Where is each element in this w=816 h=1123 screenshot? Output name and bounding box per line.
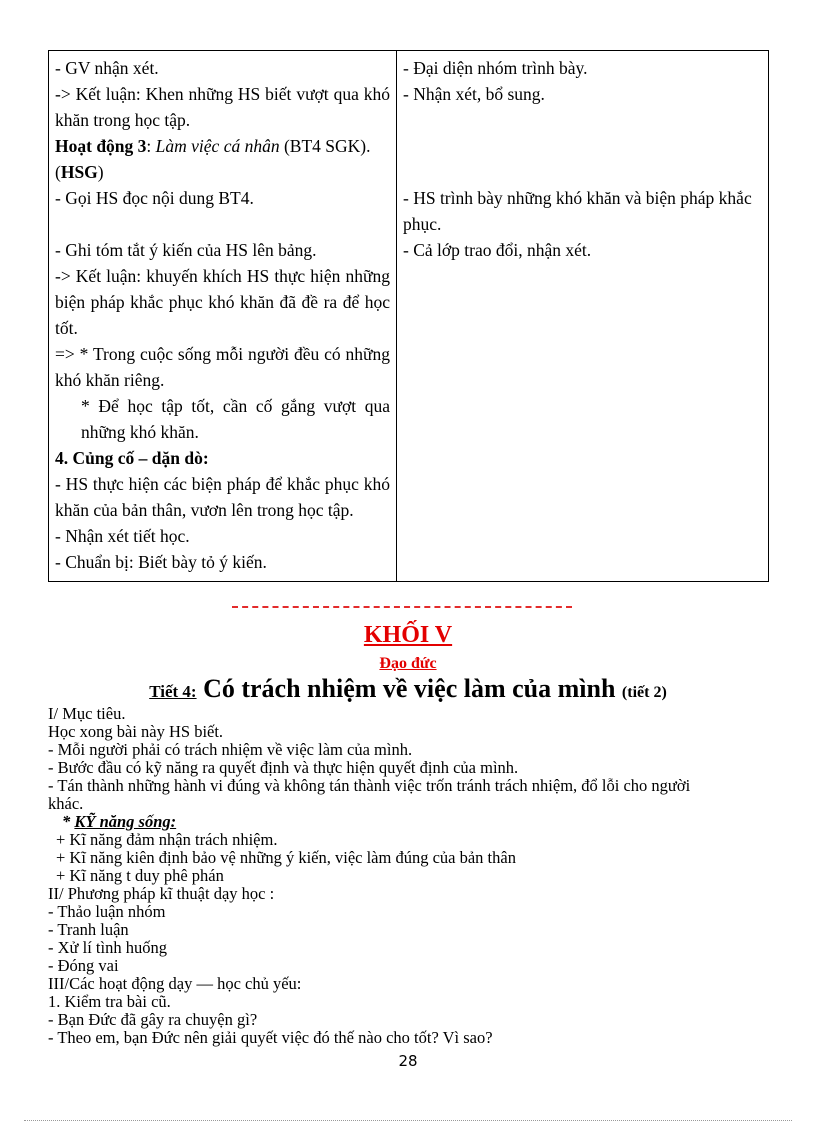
lesson-table: [48, 50, 769, 582]
activity-label: Hoạt động 3: [55, 136, 147, 156]
text-line: - Nhận xét, bổ sung.: [403, 84, 545, 104]
text-line: - Chuẩn bị: Biết bày tỏ ý kiến.: [55, 552, 267, 572]
text-line: III/Các hoạt động dạy — học chủ yếu:: [48, 974, 302, 993]
subject-heading: Đạo đức: [379, 655, 437, 672]
text-line: * Để học tập tốt, cần cố gắng vượt qua những khó khăn.: [81, 396, 390, 442]
heading-text: 4. Củng cố – dặn dò:: [55, 448, 209, 468]
text-line: - Theo em, bạn Đức nên giải quyết việc đó thế nào cho tốt? Vì sao?: [48, 1028, 493, 1047]
activity-name: Làm việc cá nhân: [155, 136, 280, 156]
activity-3-heading: [55, 133, 390, 185]
text-line: - Nhận xét tiết học.: [55, 526, 190, 546]
text-line: II/ Phương pháp kĩ thuật dạy học :: [48, 884, 275, 903]
spacer: [55, 211, 390, 237]
lesson-title-text: Có trách nhiệm về việc làm của mình: [196, 674, 622, 703]
text-line: 1. Kiểm tra bài cũ.: [48, 992, 171, 1011]
text-line: - HS thực hiện các biện pháp để khắc phục khó khăn của bản thân, vươn lên trong học tập.: [55, 474, 390, 520]
life-skills-heading: [48, 813, 773, 831]
section-heading: [55, 445, 390, 471]
page-number: 28: [398, 1052, 418, 1070]
text-line: - Gọi HS đọc nội dung BT4.: [55, 188, 254, 208]
text-fragment: :: [146, 136, 156, 156]
text-line: - Xử lí tình huống: [48, 938, 167, 957]
text-line: - Bạn Đức đã gây ra chuyện gì?: [48, 1010, 258, 1029]
text-line: - Thảo luận nhóm: [48, 902, 166, 921]
table-row: [49, 51, 769, 582]
lesson-title: [0, 674, 816, 704]
text-line: + Kĩ năng đảm nhận trách nhiệm.: [56, 830, 278, 849]
text-fragment: (BT4 SGK). (: [55, 136, 371, 182]
life-skills-label: KỸ năng sống:: [74, 812, 177, 831]
lesson-body: [48, 705, 773, 1047]
page-edge-divider: [24, 1120, 792, 1121]
text-line: - Đại diện nhóm trình bày.: [403, 58, 588, 78]
lesson-label: Tiết 4:: [149, 682, 197, 701]
text-line: - Đóng vai: [48, 956, 119, 975]
lesson-part: (tiết 2): [621, 684, 667, 701]
text-line: - Tranh luận: [48, 920, 129, 939]
hsg-label: HSG: [60, 162, 98, 182]
grade-heading: KHỐI V: [363, 622, 453, 648]
text-line: + Kĩ năng kiên định bảo vệ những ý kiến, việc làm đúng của bản thân: [56, 848, 516, 867]
bullet-star: *: [62, 812, 75, 831]
spacer: [403, 133, 762, 159]
text-line: + Kĩ năng t duy phê phán: [56, 866, 224, 885]
text-line: - HS trình bày những khó khăn và biện pháp khắc phục.: [403, 188, 752, 234]
teacher-activities-cell: [49, 51, 397, 582]
text-line: -> Kết luận: khuyến khích HS thực hiện những biện pháp khắc phục khó khăn đã đề ra để học tốt.: [55, 266, 390, 338]
spacer: [403, 159, 762, 185]
spacer: [403, 107, 762, 133]
text-line: -> Kết luận: Khen những HS biết vượt qua khó khăn trong học tập.: [55, 84, 390, 130]
dashed-divider: [232, 606, 572, 608]
text-line: - GV nhận xét.: [55, 58, 159, 78]
student-activities-cell: [397, 51, 769, 582]
text-line: khác.: [48, 794, 84, 813]
text-line: - Tán thành những hành vi đúng và không tán thành việc trốn tránh trách nhiệm, đổ lỗi cho người: [48, 776, 691, 795]
text-line: I/ Mục tiêu.: [48, 704, 126, 723]
text-line: => * Trong cuộc sống mỗi người đều có những khó khăn riêng.: [55, 344, 390, 390]
text-line: - Ghi tóm tắt ý kiến của HS lên bảng.: [55, 240, 317, 260]
text-line: - Bước đầu có kỹ năng ra quyết định và thực hiện quyết định của mình.: [48, 758, 519, 777]
text-fragment: ): [97, 162, 104, 182]
text-line: - Cả lớp trao đổi, nhận xét.: [403, 240, 592, 260]
text-line: Học xong bài này HS biết.: [48, 722, 224, 741]
text-line: - Mỗi người phải có trách nhiệm về việc làm của mình.: [48, 740, 413, 759]
